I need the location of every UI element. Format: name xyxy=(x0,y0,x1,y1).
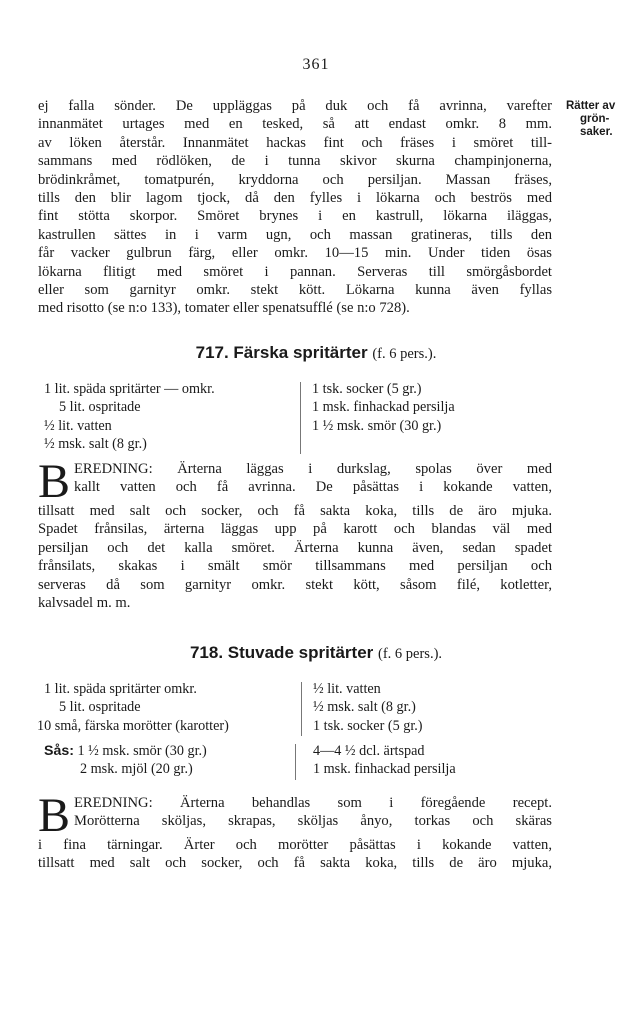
text-line: kalvsadel m. m. xyxy=(38,595,131,612)
text-line: persiljan och det kalla smöret. Ärterna kunna även, sedan spadet xyxy=(38,539,552,556)
recipe-717-ingredients-right xyxy=(312,380,455,435)
recipe-717-method xyxy=(38,455,552,612)
margin-note xyxy=(566,100,630,139)
ingredient: 5 lit. ospritade xyxy=(59,699,141,716)
text-line: med risotto (se n:o 133), tomater eller spenatsufflé (se n:o 728). xyxy=(38,300,410,317)
recipe-718-sauce-left xyxy=(44,742,207,779)
drop-cap: B xyxy=(38,455,71,508)
ingredient: 1 msk. finhackad persilja xyxy=(313,761,456,778)
recipe-718-ingredients-left xyxy=(37,680,229,735)
recipe-title-text: 717. Färska spritärter xyxy=(195,343,368,362)
text-line: eller som garnityr omkr. stekt kött. Lökarna kunna även fyllas xyxy=(38,282,552,299)
text-line: tillsatt med salt och socker, och få sakta koka, tills de äro mjuka, xyxy=(38,855,552,872)
ingredient: 10 små, färska morötter (karotter) xyxy=(37,717,229,734)
page-number: 361 xyxy=(302,56,330,73)
text-line: kastrullen sättes in i varm ugn, och massan gratineras, tills den xyxy=(38,226,552,243)
recipe-718-ingredients-right xyxy=(313,680,423,735)
margin-note-line: grön- xyxy=(580,113,610,125)
text-line: innanmätet urtages med en tesked, så att endast omkr. 8 mm. xyxy=(38,116,552,133)
text-line: brödinkråmet, tomatpurén, kryddorna och persiljan. Massan fräses, xyxy=(38,171,552,188)
ingredient: 1 tsk. socker (5 gr.) xyxy=(312,381,422,397)
text-line: serveras då som garnityr omkr. stekt kött, såsom filé, kotletter, xyxy=(38,576,552,593)
recipe-717-ingredients-left xyxy=(44,380,215,454)
ingredient: ½ msk. salt (8 gr.) xyxy=(313,699,416,716)
ingredient: ½ lit. vatten xyxy=(313,681,381,697)
drop-cap: B xyxy=(38,789,71,842)
column-divider xyxy=(295,744,296,780)
text-line: får vacker gulbrun färg, eller omkr. 10—15 min. Under tiden ösas xyxy=(38,245,552,262)
method-label: EREDNING: xyxy=(74,795,153,811)
text-line: ej falla sönder. De uppläggas på duk och få avrinna, varefter xyxy=(38,98,552,114)
text-line: tills den blir lagom tjock, då den fylles i lökarna och beströs med xyxy=(38,190,552,207)
method-label: EREDNING: xyxy=(74,461,153,477)
ingredient: 1 msk. finhackad persilja xyxy=(312,399,455,416)
text-line: fint stötta skorpor. Smöret brynes i en kastrull, lökarna iläggas, xyxy=(38,208,552,225)
intro-paragraph xyxy=(38,97,552,318)
ingredient: 5 lit. ospritade xyxy=(59,399,141,416)
text-line: Spadet frånsilas, ärterna läggas upp på karott och blandas väl med xyxy=(38,521,552,538)
text-line: Ärterna läggas i durkslag, spolas över med xyxy=(177,461,552,477)
ingredient: 1 tsk. socker (5 gr.) xyxy=(313,717,423,734)
recipe-title-text: 718. Stuvade spritärter xyxy=(189,643,374,662)
ingredient: 1 lit. späda spritärter omkr. xyxy=(44,681,197,697)
ingredient: 2 msk. mjöl (20 gr.) xyxy=(80,761,193,778)
text-line: i fina tärningar. Ärter och morötter påsättas i kokande vatten, xyxy=(38,837,552,853)
column-divider xyxy=(300,382,301,454)
text-line: tillsatt med salt och socker, och få sakta koka, tills de äro mjuka. xyxy=(38,503,552,519)
margin-note-line: Rätter av xyxy=(566,100,616,112)
recipe-serves: (f. 6 pers.). xyxy=(378,646,443,662)
margin-note-line: saker. xyxy=(580,126,613,138)
ingredient: 1 lit. späda spritärter — omkr. xyxy=(44,381,215,397)
ingredient: 1 ½ msk. smör (30 gr.) xyxy=(77,743,207,759)
ingredient: 4—4 ½ dcl. ärtspad xyxy=(313,743,425,759)
ingredient: ½ msk. salt (8 gr.) xyxy=(44,436,147,453)
recipe-718-title xyxy=(0,643,632,663)
recipe-717-title xyxy=(0,343,632,363)
ingredient: 1 ½ msk. smör (30 gr.) xyxy=(312,417,442,434)
text-line: Morötterna sköljas, skrapas, sköljas ånyo, torkas och skäras xyxy=(74,813,552,830)
text-line: Ärterna behandlas som i föregående recept. xyxy=(179,795,552,811)
recipe-serves: (f. 6 pers.). xyxy=(372,346,437,362)
column-divider xyxy=(301,682,302,736)
text-line: frånsilats, skakas i smält smör tillsammans med persiljan och xyxy=(38,558,552,575)
text-line: kallt vatten och få avrinna. De påsättas i kokande vatten, xyxy=(74,479,552,496)
text-line: sammans med rödlöken, de i tunna skivor skurna champinjonerna, xyxy=(38,153,552,170)
text-line: lökarna flitigt med smöret i pannan. Serveras till smörgåsbordet xyxy=(38,263,552,280)
recipe-718-sauce-right xyxy=(313,742,456,779)
recipe-718-method xyxy=(38,789,552,873)
sauce-label: Sås: xyxy=(44,743,74,759)
text-line: av löken återstår. Innanmätet hackas fint och fräses i smöret till- xyxy=(38,134,552,151)
ingredient: ½ lit. vatten xyxy=(44,417,112,434)
